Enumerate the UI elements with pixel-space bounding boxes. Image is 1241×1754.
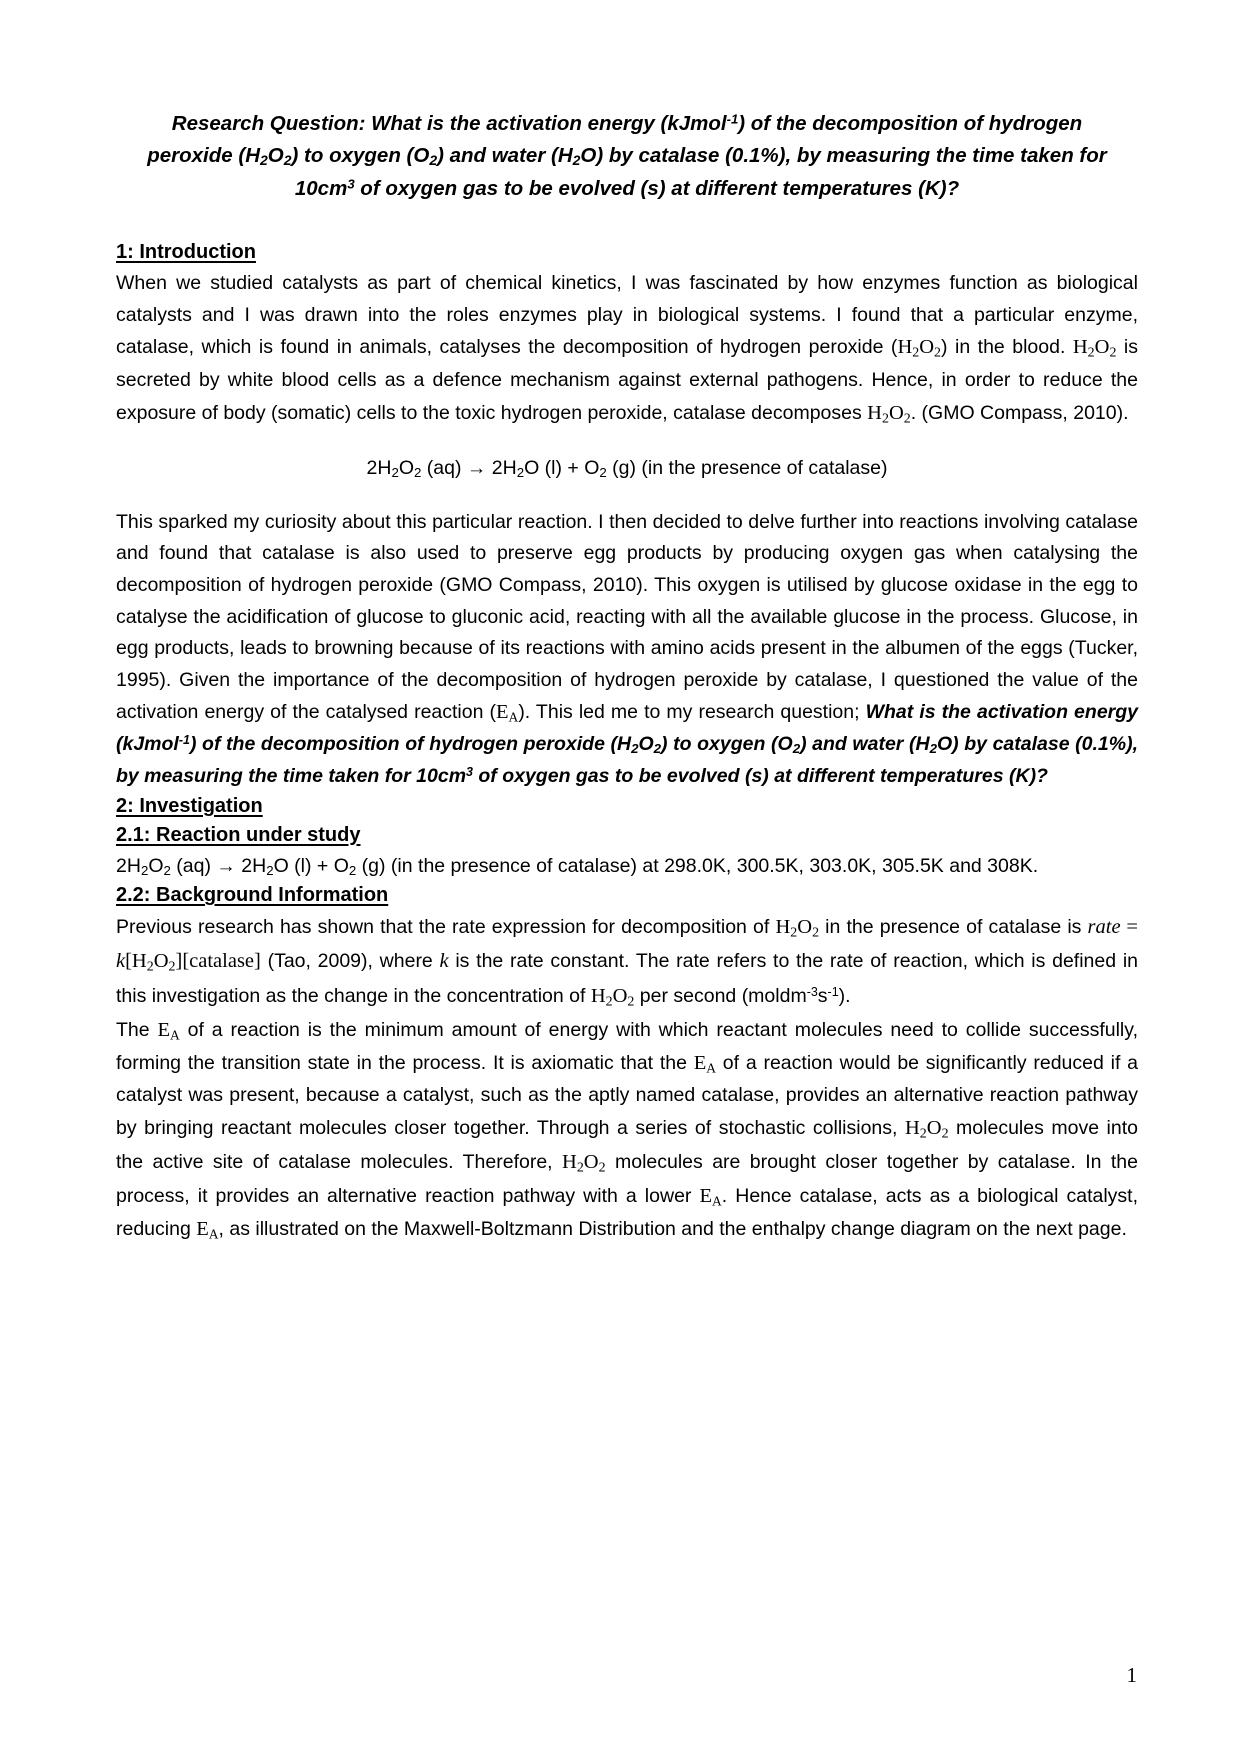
eq1-sub-2: 2 xyxy=(413,465,422,481)
chem-h2o2-inline-5 xyxy=(590,984,635,1010)
intro-p1-text-3: is secreted by white blood cells as a defence mechanism against external pathogens. Hence, in order to reduce the exposure of body (somatic) cells to the toxic hydrogen peroxide, catalase decomposes xyxy=(116,336,1138,425)
page-content xyxy=(116,108,1138,1247)
chem-h2o2-inline-3 xyxy=(867,402,911,427)
title-text-3b: of oxygen gas to be evolved (s) at different temperatures (K)? xyxy=(354,176,960,200)
chem-sub-2: 2 xyxy=(605,994,613,1010)
rate-expression-k: k xyxy=(116,950,126,973)
chem-o: O xyxy=(583,1150,599,1173)
chem-sub-2b: 2 xyxy=(812,925,820,941)
chem-h2o2-inline-4 xyxy=(775,916,820,941)
intro-p1-text-4: . (GMO Compass, 2010). xyxy=(910,402,1129,425)
eq1-suffix: (g) (in the presence of catalase) xyxy=(606,457,888,480)
chem-h: H xyxy=(590,984,606,1007)
eq2-sub-3: 2 xyxy=(266,862,274,878)
title-subscript-2d: 2 xyxy=(572,152,581,169)
ea-sub-a: A xyxy=(712,1193,722,1209)
symbol-activation-energy-5 xyxy=(196,1218,218,1240)
chem-o: O xyxy=(919,336,935,359)
chem-sub-2b: 2 xyxy=(941,1126,949,1142)
heading-introduction xyxy=(116,239,1138,266)
rate-constant-k: k xyxy=(439,950,449,973)
title-subscript-2a: 2 xyxy=(260,152,268,169)
chem-o: O xyxy=(926,1116,942,1139)
title-text-2d: ) and water (H xyxy=(437,144,573,168)
research-question-title xyxy=(116,108,1138,205)
ea-sub-a: A xyxy=(508,709,519,725)
symbol-activation-energy-3 xyxy=(694,1052,716,1074)
rq-text-5: ) and water (H xyxy=(800,733,930,756)
chem-sub-2b: 2 xyxy=(934,345,941,361)
heading-reaction-under-study-label: 2.1: Reaction under study xyxy=(116,823,361,846)
heading-background-information-label: 2.2: Background Information xyxy=(116,884,389,907)
chem-o: O xyxy=(1094,336,1110,359)
rq-subscript-c: 2 xyxy=(792,741,801,757)
symbol-activation-energy-1 xyxy=(496,701,518,723)
title-text-2b: O xyxy=(267,144,284,168)
chem-sub-2b: 2 xyxy=(1109,345,1117,361)
paragraph-introduction-1 xyxy=(116,268,1138,431)
rq-subscript-b: 2 xyxy=(653,741,662,757)
heading-introduction-label: 1: Introduction xyxy=(116,241,256,264)
chem-h: H xyxy=(562,1150,577,1173)
chem-sub-2: 2 xyxy=(790,925,798,941)
bg-p2-text-4: molecules move into the active site of catalase molecules. Therefore, xyxy=(116,1116,1138,1173)
rq-text-7: of oxygen gas to be evolved (s) at different temperatures (K)? xyxy=(472,765,1048,788)
title-text-2a: peroxide (H xyxy=(147,144,261,168)
chem-h: H xyxy=(1072,336,1088,359)
bg-p1-text-3: (Tao, 2009), where xyxy=(260,950,440,973)
chem-sub-2: 2 xyxy=(912,345,920,361)
eq1-mid-3: O (l) + O xyxy=(524,457,600,480)
title-text-1: Research Question: What is the activation energy (kJmol xyxy=(171,112,727,135)
heading-investigation xyxy=(116,793,1138,820)
chem-o: O xyxy=(612,984,628,1007)
eq2-sub-1: 2 xyxy=(140,862,149,878)
chem-o: O xyxy=(888,402,904,425)
title-subscript-2c: 2 xyxy=(429,152,438,169)
chem-sub-2: 2 xyxy=(881,411,889,427)
chem-h2o2-inline-2 xyxy=(1072,336,1117,361)
rate-sub-2: 2 xyxy=(146,960,154,976)
intro-p2-text-1: This sparked my curiosity about this particular reaction. I then decided to delve further into reactions involving catalase and found that catalase is also used to preserve egg products by producing oxygen gas when catalysing the decomposition of hydrogen peroxide (GMO Compass, 2010). This oxygen is utilised by glucose oxidase in the egg to catalyse the acidification of glucose to gluconic acid, reacting with all the available glucose in the process. Glucose, in egg products, leads to browning because of its reactions with amino acids present in the albumen of the eggs (Tucker, 1995). Given the importance of the decomposition of hydrogen peroxide by catalase, I questioned the value of the activation energy of the catalysed reaction ( xyxy=(116,510,1138,724)
units-superscript-1: -3 xyxy=(806,984,818,999)
chem-sub-2b: 2 xyxy=(627,994,635,1010)
eq2-mid-2: (aq) → 2H xyxy=(170,854,267,877)
paragraph-introduction-2 xyxy=(116,507,1138,793)
bg-p2-text-6: . Hence catalase, acts as a biological catalyst, reducing xyxy=(116,1185,1138,1241)
eq1-sub-3: 2 xyxy=(516,465,525,481)
bg-p1-text-2: in the presence of catalase is xyxy=(819,916,1088,939)
rq-text-2: ) of the decomposition of hydrogen peroxide (H xyxy=(189,733,632,756)
eq1-mid-1: O xyxy=(398,457,414,480)
eq2-mid-3: O (l) + O xyxy=(273,854,349,877)
title-text-2e: O) by catalase (0.1%), by measuring the time xyxy=(580,144,1015,168)
bg-p1-text-6: ). xyxy=(838,984,851,1007)
title-text-1b: ) of the decomposition of hydrogen xyxy=(738,112,1083,135)
eq2-suffix: (g) (in the presence of catalase) at 298.0K, 300.5K, 303.0K, 305.5K and 308K. xyxy=(356,854,1039,877)
eq1-sub-1: 2 xyxy=(391,465,399,481)
rq-text-1: What is the activation energy (kJmol xyxy=(116,701,1139,756)
title-subscript-2b: 2 xyxy=(283,152,292,169)
bg-p2-text-7: , as illustrated on the Maxwell-Boltzmann Distribution and the enthalpy change diagram on the next page. xyxy=(218,1218,1127,1241)
chem-h2o2-inline-6 xyxy=(904,1116,949,1142)
rate-expression-o: O xyxy=(153,950,169,973)
rq-text-4: ) to oxygen (O xyxy=(661,733,793,756)
ea-e: E xyxy=(699,1185,712,1208)
rate-expression-sub-2 xyxy=(168,950,176,976)
eq1-prefix: 2H xyxy=(366,457,392,480)
rq-superscript-3: 3 xyxy=(466,765,473,780)
ea-sub-a: A xyxy=(170,1027,180,1043)
eq2-prefix: 2H xyxy=(116,854,141,877)
bg-p1-text-1: Previous research has shown that the rate expression for decomposition of xyxy=(116,916,776,939)
ea-e: E xyxy=(693,1051,707,1074)
equation-decomposition-1 xyxy=(116,453,1138,485)
chem-h: H xyxy=(775,916,791,939)
rate-expression-rate: rate xyxy=(1087,916,1121,939)
rq-text-6: O) by catalase (0.1%), by measuring the time taken for 10cm xyxy=(116,733,1139,788)
rq-subscript-a: 2 xyxy=(631,741,639,757)
rq-subscript-d: 2 xyxy=(929,741,937,757)
heading-background-information xyxy=(116,882,1138,909)
rq-superscript-1: -1 xyxy=(178,733,190,748)
rate-sub-2b: 2 xyxy=(168,960,176,976)
bg-p2-text-1: The xyxy=(116,1018,158,1041)
rate-expression-equals: = xyxy=(1120,916,1138,939)
heading-investigation-label: 2: Investigation xyxy=(116,794,263,817)
bg-p2-text-2: of a reaction is the minimum amount of energy with which reactant molecules need to collide successfully, forming the transition state in the process. It is axiomatic that the xyxy=(116,1018,1138,1074)
rate-expression-sub-1 xyxy=(146,950,154,976)
ea-e: E xyxy=(496,701,509,724)
chem-h: H xyxy=(897,336,913,359)
eq2-sub-4: 2 xyxy=(348,862,357,878)
chem-sub-2b: 2 xyxy=(903,411,911,427)
eq1-sub-4: 2 xyxy=(599,465,607,481)
intro-p1-text-2: ) in the blood. xyxy=(941,336,1073,359)
units-superscript-2: -1 xyxy=(827,984,839,999)
chem-h: H xyxy=(867,402,882,425)
chem-sub-2: 2 xyxy=(1087,345,1095,361)
units-s: s xyxy=(817,984,828,1007)
paragraph-background-1 xyxy=(116,911,1138,1014)
bg-p1-text-5: per second (moldm xyxy=(634,984,807,1007)
bg-p2-text-5: molecules are brought closer together by catalase. In the process, it provides an alternative reaction pathway with a lower xyxy=(116,1150,1139,1208)
heading-reaction-under-study xyxy=(116,822,1138,849)
ea-sub-a: A xyxy=(208,1226,219,1242)
eq2-mid-1: O xyxy=(148,854,164,877)
eq2-sub-2: 2 xyxy=(163,862,171,878)
chem-sub-2: 2 xyxy=(919,1126,927,1142)
symbol-activation-energy-4 xyxy=(699,1185,721,1207)
rate-expression-bracket-close: ][catalase] xyxy=(175,950,261,973)
chem-h2o2-inline-1 xyxy=(897,336,941,361)
title-superscript-3: 3 xyxy=(347,176,355,192)
page-number: 1 xyxy=(1126,1663,1137,1687)
equation-decomposition-2 xyxy=(116,851,1138,883)
ea-sub-a: A xyxy=(706,1060,717,1076)
rate-expression-bracket-open: [H xyxy=(125,950,147,973)
title-text-2c: ) to oxygen (O xyxy=(291,144,430,168)
ea-e: E xyxy=(157,1018,170,1041)
rq-text-3: O xyxy=(638,733,654,756)
chem-o: O xyxy=(797,916,813,939)
chem-sub-2b: 2 xyxy=(598,1160,606,1176)
chem-h: H xyxy=(904,1116,920,1139)
title-superscript-1: -1 xyxy=(726,111,739,127)
title-text-3a: taken for 10cm xyxy=(294,144,1107,200)
intro-p2-text-2: ). This led me to my research question; xyxy=(518,701,866,724)
ea-e: E xyxy=(196,1218,209,1241)
intro-p1-text-1: When we studied catalysts as part of chemical kinetics, I was fascinated by how enzymes function as biological catalysts and I was drawn into the roles enzymes play in biological systems. I found that a particular enzyme, catalase, which is found in animals, catalyses the decomposition of hydrogen peroxide ( xyxy=(116,272,1138,359)
bg-p1-text-4: is the rate constant. The rate refers to the rate of reaction, which is defined in this investigation as the change in the concentration of xyxy=(116,950,1138,1007)
chem-sub-2: 2 xyxy=(576,1160,584,1176)
bg-p2-text-3: of a reaction would be significantly reduced if a catalyst was present, because a catalyst, such as the aptly named catalase, provides an alternative reaction pathway by bringing reactant molecules closer together. Through a series of stochastic collisions, xyxy=(116,1051,1138,1139)
chem-h2o2-inline-7 xyxy=(562,1150,606,1176)
symbol-activation-energy-2 xyxy=(157,1019,179,1041)
eq1-mid-2: (aq) → 2H xyxy=(421,457,517,480)
paragraph-background-2 xyxy=(116,1014,1138,1247)
